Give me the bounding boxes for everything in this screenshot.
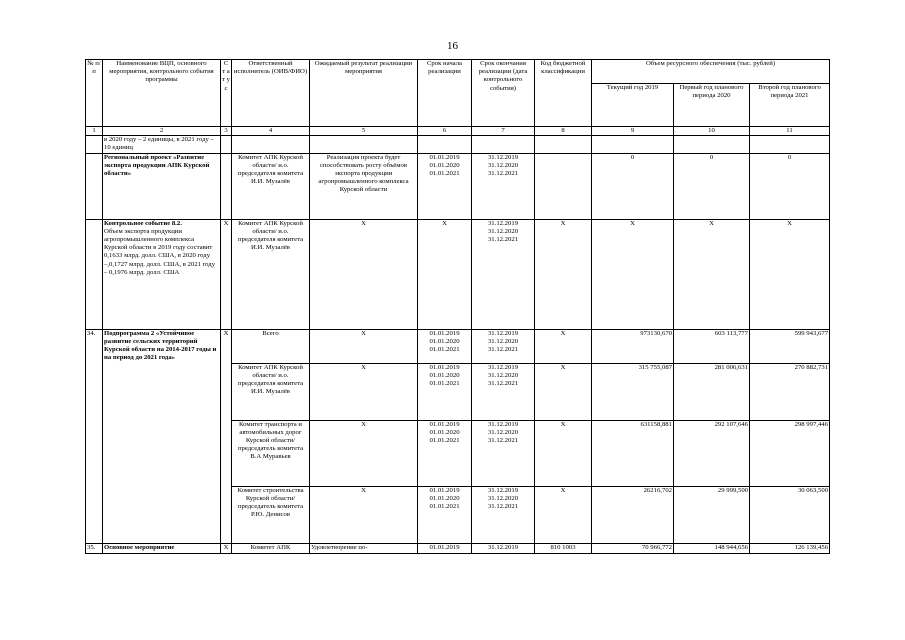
regional-value-2021: 0 [750,153,830,219]
regional-executor: Комитет АПК Курской области/ и.о. председателя комитета И.И. Музалёв [232,153,310,219]
main-event-end: 31.12.2019 [472,543,535,553]
regional-result: Реализация проекта будет способствовать росту объёмов экспорта продукции агропромышленного комплекса Курской области [310,153,418,219]
subprogram-start: 01.01.2019 01.01.2020 01.01.2021 [418,329,472,363]
subprogram-executor: Комитет транспорта и автомобильных дорог Курской области/ председатель комитета В.А Муравьев [232,420,310,486]
table-row-subprogram-apk [86,363,830,420]
subprogram-start: 01.01.2019 01.01.2020 01.01.2021 [418,363,472,420]
subprogram-status: Х [221,329,232,363]
subprogram-end: 31.12.2019 31.12.2020 31.12.2021 [472,420,535,486]
col-number: 7 [472,127,535,136]
regional-project-name: Региональный проект «Развитие экспорта продукции АПК Курской области» [104,153,210,178]
subprogram-result: Х [310,420,418,486]
subprogram-value-2020: 281 006,631 [674,363,750,420]
col-number: 3 [221,127,232,136]
col-number: 11 [750,127,830,136]
subprogram-value-2020: 292 107,646 [674,420,750,486]
subprogram-value-2019: 26216,702 [592,486,674,543]
col-number: 10 [674,127,750,136]
header-executor: Ответственный исполнитель (ОИВ/ФИО) [232,60,310,127]
header-budget-code: Код бюджетной классификации [535,60,592,127]
header-end: Срок окончания реализации (дата контрольного события) [472,60,535,127]
main-event-status: Х [221,543,232,553]
subprogram-executor: Комитет строительства Курской области/ председатель комитета Р.Ю. Денисов [232,486,310,543]
table-row-control-event [86,219,830,329]
main-event-value-2020: 148 944,656 [674,543,750,553]
control-start: Х [418,219,472,329]
control-event-text: Объем экспорта продукции агропромышленного комплекса Курской области в 2019 году составит 0,1633 млрд. долл. США, в 2020 году –,0,1727 млрд. долл. США, в 2021 году – 0,1976 млрд. долл. США [104,227,216,276]
main-event-start: 01.01.2019 [418,543,472,553]
subprogram-result: Х [310,363,418,420]
control-end: 31.12.2019 31.12.2020 31.12.2021 [472,219,535,329]
header-num: № п/ п [86,60,103,127]
header-year-second: Второй год планового периода 2021 [750,84,830,127]
table-row-subprogram-construction [86,486,830,543]
subprogram-value-2021: 270 882,731 [750,363,830,420]
control-event-title: Контрольное событие 8.2. [104,219,182,227]
col-number: 6 [418,127,472,136]
regional-value-2020: 0 [674,153,750,219]
header-status: С т а т у с [221,60,232,127]
header-year-current: Текущий год 2019 [592,84,674,127]
control-value-2021: Х [750,219,830,329]
subprogram-value-2019: 631158,881 [592,420,674,486]
subprogram-end: 31.12.2019 31.12.2020 31.12.2021 [472,363,535,420]
program-table [85,59,830,554]
subprogram-code: Х [535,420,592,486]
continuation-text: в 2020 году – 2 единицы, в 2021 году – 10 единиц [103,136,221,153]
regional-end: 31.12.2019 31.12.2020 31.12.2021 [472,153,535,219]
subprogram-number: 34. [86,329,103,363]
header-resources: Объем ресурсного обеспечения (тыс. рублей) [592,60,830,84]
main-event-code: 810 1003 [535,543,592,553]
continuation-row [86,136,830,153]
subprogram-value-2020: 29 999,500 [674,486,750,543]
control-status: Х [221,219,232,329]
control-value-2020: Х [674,219,750,329]
subprogram-end: 31.12.2019 31.12.2020 31.12.2021 [472,486,535,543]
table-row-regional-project [86,153,830,219]
subprogram-value-2021: 298 997,446 [750,420,830,486]
page-number: 16 [447,40,458,52]
subprogram-value-2021: 599 943,677 [750,329,830,363]
header-result: Ожидаемый результат реализации мероприятия [310,60,418,127]
subprogram-result: Х [310,329,418,363]
subprogram-value-2020: 603 113,777 [674,329,750,363]
control-executor: Комитет АПК Курской области/ и.о. председателя комитета И.И. Музалёв [232,219,310,329]
header-start: Срок начала реализации [418,60,472,127]
subprogram-result: Х [310,486,418,543]
subprogram-value-2021: 30 063,500 [750,486,830,543]
header-year-first: Первый год планового периода 2020 [674,84,750,127]
regional-value-2019: 0 [592,153,674,219]
subprogram-code: Х [535,329,592,363]
subprogram-name: Подпрограмма 2 «Устойчивое развитие сельских территорий Курской области на 2014-2017 годы и на период до 2021 года» [104,329,217,362]
header-name: Наименование ВЦП, основного мероприятия, контрольного события программы [103,60,221,127]
col-number: 9 [592,127,674,136]
main-event-name: Основное мероприятие [104,543,175,551]
subprogram-executor: Комитет АПК Курской области/ и.о. председателя комитета И.И. Музалёв [232,363,310,420]
subprogram-end: 31.12.2019 31.12.2020 31.12.2021 [472,329,535,363]
subprogram-value-2019: 315 755,087 [592,363,674,420]
subprogram-code: Х [535,363,592,420]
control-code: Х [535,219,592,329]
col-number: 8 [535,127,592,136]
subprogram-value-2019: 973130,670 [592,329,674,363]
table-row-subprogram-total [86,329,830,363]
subprogram-code: Х [535,486,592,543]
col-number: 5 [310,127,418,136]
main-event-result: Удовлетворение по- [310,543,418,553]
col-number: 4 [232,127,310,136]
table-row-subprogram-transport [86,420,830,486]
main-event-number: 35. [86,543,103,553]
subprogram-start: 01.01.2019 01.01.2020 01.01.2021 [418,420,472,486]
subprogram-start: 01.01.2019 01.01.2020 01.01.2021 [418,486,472,543]
regional-start: 01.01.2019 01.01.2020 01.01.2021 [418,153,472,219]
column-number-row [86,127,830,136]
col-number: 2 [103,127,221,136]
table-row-main-event-35 [86,543,830,553]
main-event-executor: Комитет АПК [232,543,310,553]
main-event-value-2021: 126 139,456 [750,543,830,553]
subprogram-executor: Всего [232,329,310,363]
main-event-value-2019: 70 966,772 [592,543,674,553]
col-number: 1 [86,127,103,136]
control-value-2019: Х [592,219,674,329]
control-result: Х [310,219,418,329]
